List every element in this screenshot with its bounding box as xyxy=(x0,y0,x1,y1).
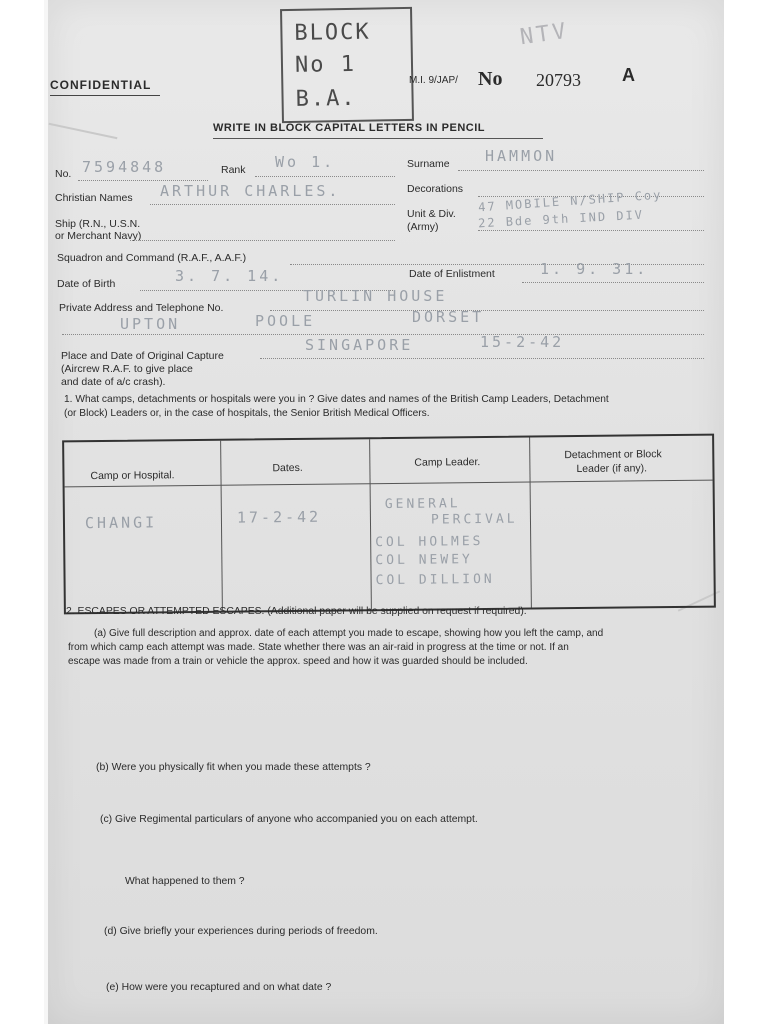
christian-names-line xyxy=(150,204,395,205)
address-value-2c: DORSET xyxy=(412,308,485,326)
dob-label: Date of Birth xyxy=(57,278,116,290)
col-header-camp: Camp or Hospital. xyxy=(90,469,175,483)
cell-leader-5: COL DILLION xyxy=(375,571,495,589)
question-2-title: 2. ESCAPES OR ATTEMPTED ESCAPES. (Additional paper will be supplied on request if required). xyxy=(66,606,527,617)
stamp-line-1: BLOCK xyxy=(294,19,371,46)
ship-label-1: Ship (R.N., U.S.N. xyxy=(55,218,141,230)
capture-place: SINGAPORE xyxy=(305,336,414,354)
no-value: 7594848 xyxy=(82,158,167,176)
question-2b: (b) Were you physically fit when you made these attempts ? xyxy=(96,762,371,773)
confidential-label: CONFIDENTIAL xyxy=(50,78,152,92)
question-2e: (e) How were you recaptured and on what date ? xyxy=(106,982,332,993)
christian-names-label: Christian Names xyxy=(55,192,133,204)
unit-value-1: 47 MOBILE N/SHIP Coy xyxy=(477,187,663,215)
address-line-1 xyxy=(270,310,704,311)
capture-date: 15-2-42 xyxy=(480,333,565,351)
question-2d: (d) Give briefly your experiences during periods of freedom. xyxy=(104,926,378,937)
no-line xyxy=(78,180,208,181)
dob-value: 3. 7. 14. xyxy=(175,267,284,285)
table-divider xyxy=(369,439,372,609)
unit-label-1: Unit & Div. xyxy=(407,208,456,220)
table-divider xyxy=(529,438,532,608)
christian-names-value: ARTHUR CHARLES. xyxy=(160,182,341,200)
enlistment-value: 1. 9. 31. xyxy=(540,260,649,278)
unit-label-2: (Army) xyxy=(407,221,439,233)
decorations-label: Decorations xyxy=(407,183,464,195)
capture-line xyxy=(260,358,704,359)
question-2c-followup: What happened to them ? xyxy=(125,876,245,887)
enlistment-line xyxy=(522,282,704,283)
col-header-block-leader-1: Detachment or Block xyxy=(564,448,662,462)
instruction-heading: WRITE IN BLOCK CAPITAL LETTERS IN PENCIL xyxy=(213,122,485,134)
confidential-underline xyxy=(50,95,160,96)
col-header-camp-leader: Camp Leader. xyxy=(414,456,481,469)
corner-scribble: NTV xyxy=(518,18,571,51)
ship-line xyxy=(130,240,395,241)
rank-label: Rank xyxy=(221,164,246,176)
stamp-line-2: No 1 xyxy=(294,51,357,78)
address-value-2a: UPTON xyxy=(120,315,181,333)
unit-line xyxy=(478,230,704,231)
question-2a-line-3: escape was made from a train or vehicle the approx. speed and how it was guarded should be included. xyxy=(68,656,528,667)
question-1-line-2: (or Block) Leaders or, in the case of hospitals, the Senior British Medical Officers. xyxy=(64,408,430,419)
surname-line xyxy=(458,170,704,171)
capture-label-2: (Aircrew R.A.F. to give place xyxy=(61,363,193,375)
address-value-2b: POOLE xyxy=(255,312,316,330)
question-2a-line-1: (a) Give full description and approx. date of each attempt you made to escape, showing how you left the camp, and xyxy=(94,628,604,639)
cell-leader-1: GENERAL xyxy=(384,496,461,513)
surname-label: Surname xyxy=(407,158,450,170)
form-letter: A xyxy=(622,65,635,85)
form-number: 20793 xyxy=(536,70,581,90)
cell-camp: CHANGI xyxy=(84,513,158,533)
enlistment-label: Date of Enlistment xyxy=(409,268,495,280)
form-code: M.I. 9/JAP/ xyxy=(409,75,458,86)
cell-leader-2: PERCIVAL xyxy=(430,511,518,528)
surname-value: HAMMON xyxy=(485,147,558,165)
address-value-1: TURLIN HOUSE xyxy=(303,287,448,305)
address-label: Private Address and Telephone No. xyxy=(59,302,224,314)
address-line-2 xyxy=(62,334,704,335)
capture-label-1: Place and Date of Original Capture xyxy=(61,350,224,362)
squadron-label: Squadron and Command (R.A.F., A.A.F.) xyxy=(57,252,247,264)
rank-value: Wo 1. xyxy=(275,153,336,171)
question-1-line-1: 1. What camps, detachments or hospitals were you in ? Give dates and names of the British Camp Leaders, Detachment xyxy=(64,394,609,405)
stamp-line-3: B.A. xyxy=(295,85,357,112)
instruction-underline xyxy=(213,138,543,139)
rank-line xyxy=(255,176,395,177)
no-label: No. xyxy=(55,168,72,180)
cell-leader-4: COL NEWEY xyxy=(375,552,473,569)
ship-label-2: or Merchant Navy) xyxy=(55,230,142,242)
cell-dates: 17-2-42 xyxy=(236,507,322,527)
col-header-block-leader-2: Leader (if any). xyxy=(576,462,648,476)
question-2c: (c) Give Regimental particulars of anyone who accompanied you on each attempt. xyxy=(100,814,478,825)
camps-table xyxy=(62,434,716,615)
capture-label-3: and date of a/c crash). xyxy=(61,376,166,388)
block-stamp xyxy=(280,7,414,123)
question-2a-line-2: from which camp each attempt was made. State whether there was an air-raid in progress at the time or not. If an xyxy=(68,642,569,653)
col-header-dates: Dates. xyxy=(272,461,303,475)
unit-value-2: 22 Bde 9th IND DIV xyxy=(477,207,645,231)
number-label: No xyxy=(478,68,503,90)
cell-leader-3: COL HOLMES xyxy=(375,534,484,551)
table-divider xyxy=(220,441,223,611)
